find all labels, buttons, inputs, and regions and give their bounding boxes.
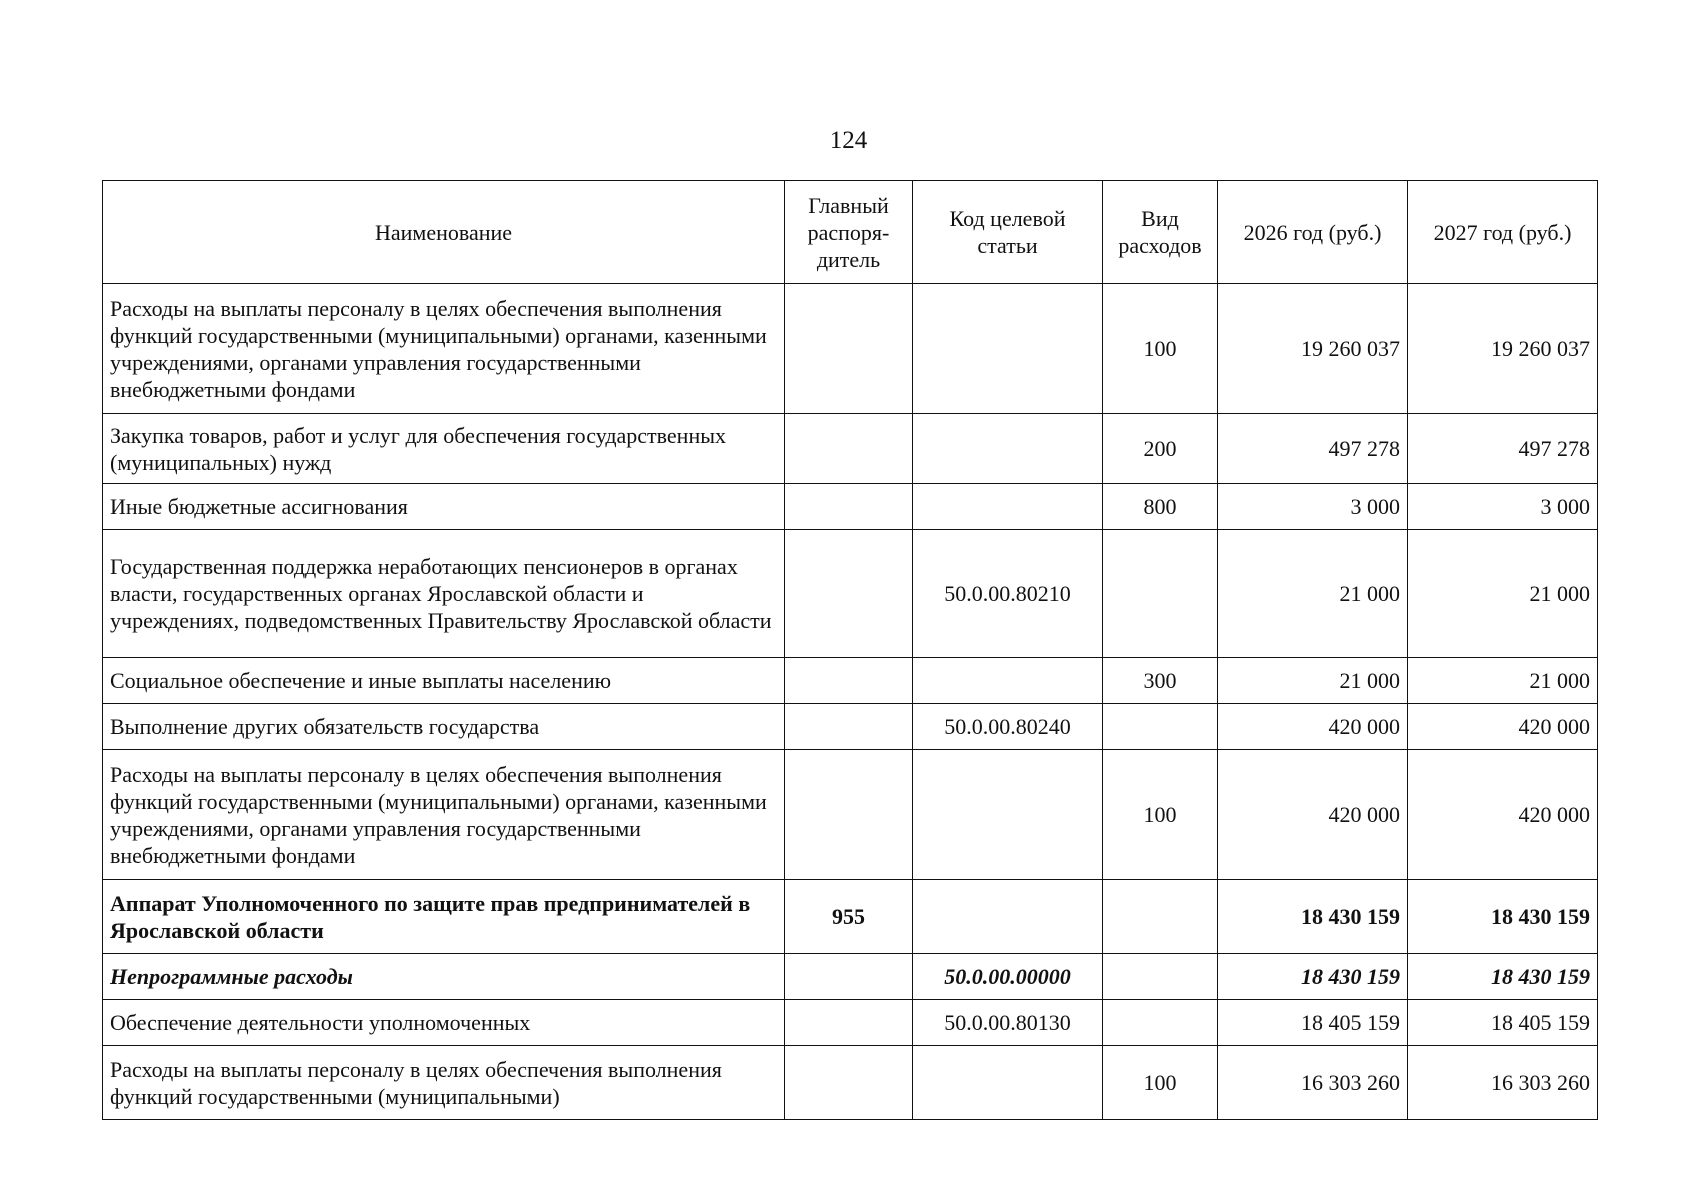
cell-2026: 3 000 (1218, 484, 1408, 530)
cell-manager (785, 530, 913, 658)
cell-expense-type (1103, 530, 1218, 658)
cell-manager (785, 414, 913, 484)
page-number: 124 (829, 127, 868, 154)
cell-manager (785, 658, 913, 704)
cell-target-code (913, 750, 1103, 880)
cell-expense-type (1103, 704, 1218, 750)
cell-2027: 3 000 (1408, 484, 1598, 530)
cell-expense-type: 100 (1103, 1046, 1218, 1120)
cell-name: Государственная поддержка неработающих пенсионеров в органах власти, государственных органах Ярославской области и учреждениях, подведомственных Правительству Ярославской области (103, 530, 785, 658)
table-row (103, 658, 1598, 704)
cell-name: Иные бюджетные ассигнования (103, 484, 785, 530)
cell-2026: 16 303 260 (1218, 1046, 1408, 1120)
cell-2027: 19 260 037 (1408, 284, 1598, 414)
budget-table (102, 180, 1598, 1120)
cell-name: Обеспечение деятельности уполномоченных (103, 1000, 785, 1046)
cell-manager (785, 284, 913, 414)
table-row (103, 284, 1598, 414)
cell-expense-type: 200 (1103, 414, 1218, 484)
cell-expense-type: 800 (1103, 484, 1218, 530)
header-manager: Главный распоря-дитель (785, 181, 913, 284)
cell-2026: 420 000 (1218, 704, 1408, 750)
table-row (103, 484, 1598, 530)
cell-target-code: 50.0.00.80210 (913, 530, 1103, 658)
cell-expense-type (1103, 954, 1218, 1000)
table-row (103, 414, 1598, 484)
table-row (103, 704, 1598, 750)
cell-2026: 21 000 (1218, 658, 1408, 704)
cell-2027: 18 405 159 (1408, 1000, 1598, 1046)
cell-manager: 955 (785, 880, 913, 954)
cell-2026: 420 000 (1218, 750, 1408, 880)
cell-target-code (913, 658, 1103, 704)
cell-target-code (913, 1046, 1103, 1120)
cell-name: Закупка товаров, работ и услуг для обеспечения государственных (муниципальных) нужд (103, 414, 785, 484)
cell-name: Социальное обеспечение и иные выплаты населению (103, 658, 785, 704)
cell-2027: 420 000 (1408, 704, 1598, 750)
table-row (103, 1000, 1598, 1046)
cell-name: Выполнение других обязательств государства (103, 704, 785, 750)
cell-2027: 18 430 159 (1408, 880, 1598, 954)
cell-manager (785, 1000, 913, 1046)
table-row (103, 954, 1598, 1000)
cell-manager (785, 1046, 913, 1120)
cell-2026: 18 430 159 (1218, 954, 1408, 1000)
cell-manager (785, 954, 913, 1000)
cell-expense-type: 100 (1103, 284, 1218, 414)
table-header-row (103, 181, 1598, 284)
cell-2027: 420 000 (1408, 750, 1598, 880)
header-name: Наименование (103, 181, 785, 284)
cell-2027: 21 000 (1408, 530, 1598, 658)
cell-manager (785, 484, 913, 530)
cell-2027: 497 278 (1408, 414, 1598, 484)
cell-2026: 18 430 159 (1218, 880, 1408, 954)
cell-name: Расходы на выплаты персоналу в целях обеспечения выполнения функций государственными (муниципальными) органами, казенными учреждениями, органами управления государственными внебюджетными фондами (103, 750, 785, 880)
cell-target-code (913, 484, 1103, 530)
cell-2027: 21 000 (1408, 658, 1598, 704)
cell-expense-type: 100 (1103, 750, 1218, 880)
cell-2026: 18 405 159 (1218, 1000, 1408, 1046)
cell-name: Расходы на выплаты персоналу в целях обеспечения выполнения функций государственными (муниципальными) органами, казенными учреждениями, органами управления государственными внебюджетными фондами (103, 284, 785, 414)
cell-target-code (913, 414, 1103, 484)
cell-manager (785, 750, 913, 880)
cell-target-code: 50.0.00.80130 (913, 1000, 1103, 1046)
cell-target-code (913, 880, 1103, 954)
header-target-code: Код целевой статьи (913, 181, 1103, 284)
table-row (103, 880, 1598, 954)
header-expense-type: Вид расходов (1103, 181, 1218, 284)
cell-2027: 16 303 260 (1408, 1046, 1598, 1120)
cell-target-code (913, 284, 1103, 414)
cell-name: Расходы на выплаты персоналу в целях обеспечения выполнения функций государственными (муниципальными) (103, 1046, 785, 1120)
header-2026: 2026 год (руб.) (1218, 181, 1408, 284)
cell-name: Аппарат Уполномоченного по защите прав предпринимателей в Ярославской области (103, 880, 785, 954)
cell-expense-type: 300 (1103, 658, 1218, 704)
cell-2026: 21 000 (1218, 530, 1408, 658)
table-row (103, 530, 1598, 658)
cell-target-code: 50.0.00.00000 (913, 954, 1103, 1000)
cell-2026: 19 260 037 (1218, 284, 1408, 414)
cell-2027: 18 430 159 (1408, 954, 1598, 1000)
cell-name: Непрограммные расходы (103, 954, 785, 1000)
cell-expense-type (1103, 1000, 1218, 1046)
cell-expense-type (1103, 880, 1218, 954)
cell-target-code: 50.0.00.80240 (913, 704, 1103, 750)
header-2027: 2027 год (руб.) (1408, 181, 1598, 284)
cell-2026: 497 278 (1218, 414, 1408, 484)
table-row (103, 1046, 1598, 1120)
cell-manager (785, 704, 913, 750)
table-row (103, 750, 1598, 880)
